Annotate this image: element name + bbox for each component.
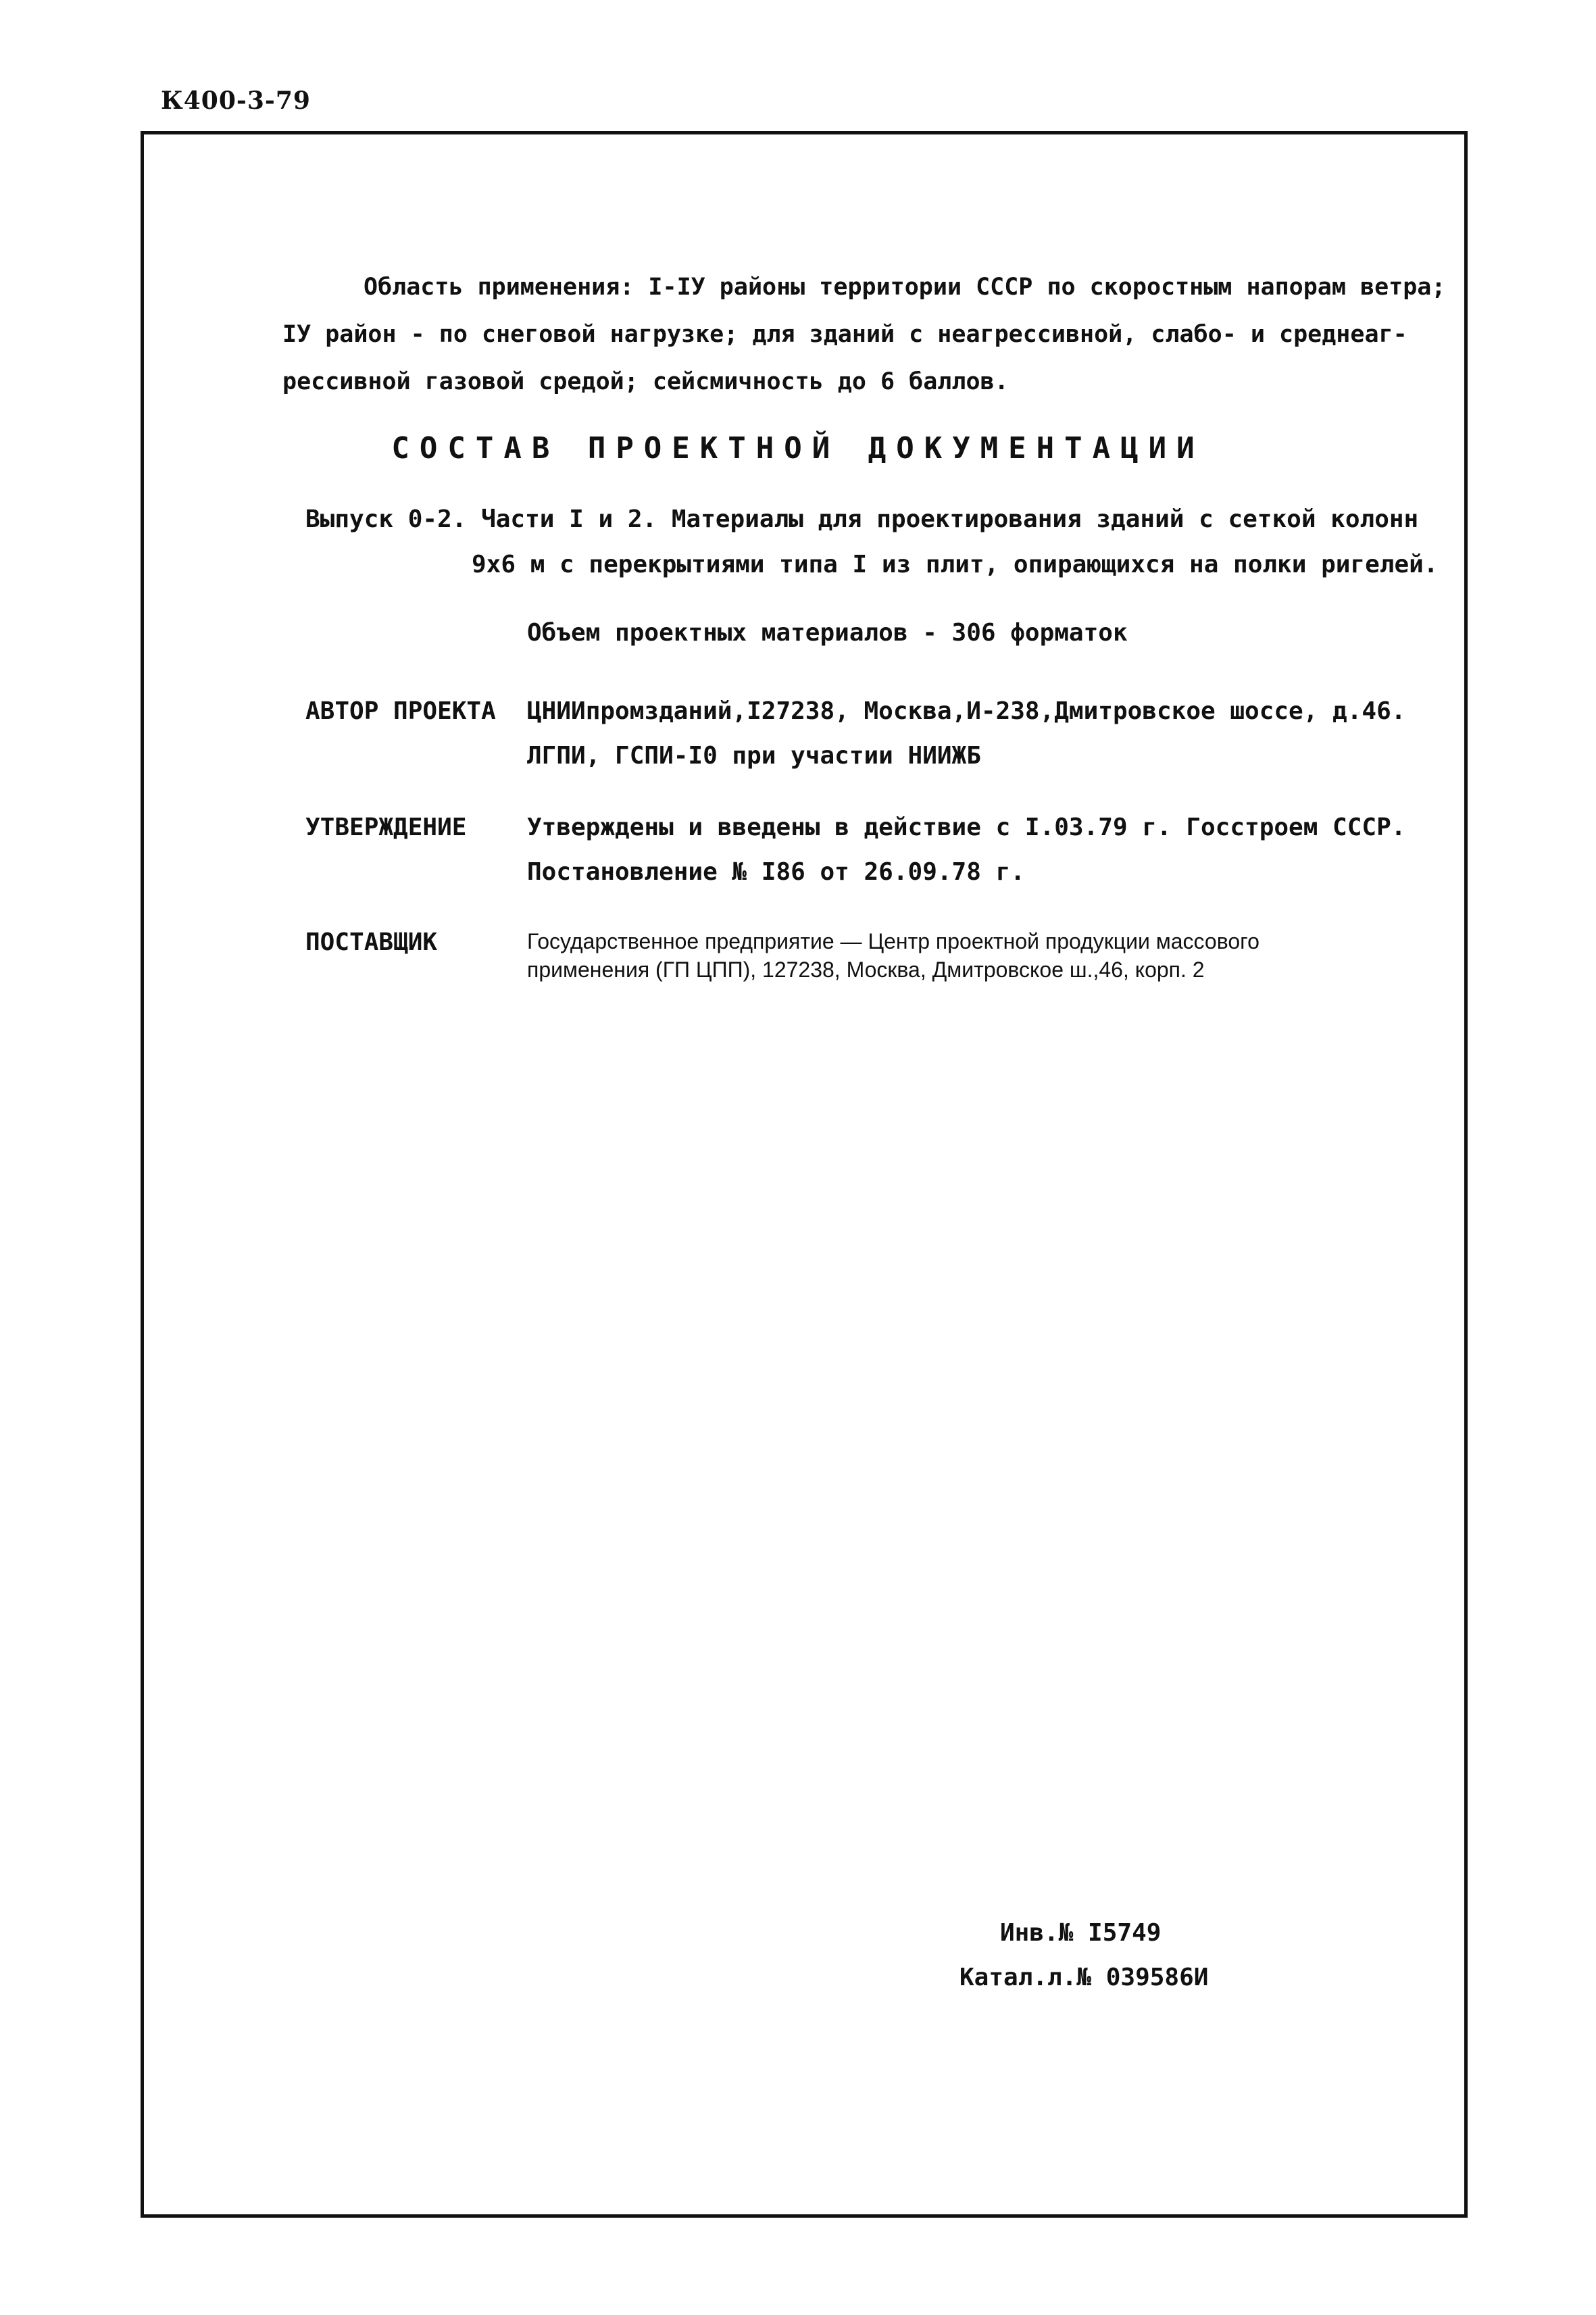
document-code: К400-3-79 xyxy=(161,86,311,115)
supplier-line-2: применения (ГП ЦПП), 127238, Москва, Дмитровское ш.,46, корп. 2 xyxy=(527,957,1205,982)
applicability-paragraph xyxy=(282,264,1446,405)
supplier-label: ПОСТАВЩИК xyxy=(305,928,438,956)
issue-line-1: Выпуск 0-2. Части I и 2. Материалы для проектирования зданий с сеткой колонн xyxy=(305,505,1419,533)
supplier-text xyxy=(527,927,1260,984)
applicability-line-1: Область применения: I-IУ районы территории СССР по скоростным напорам ветра; xyxy=(364,274,1446,301)
applicability-line-3: рессивной газовой средой; сейсмичность до 6 баллов. xyxy=(282,368,1009,395)
issue-line-2: 9х6 м с перекрытиями типа I из плит, опирающихся на полки ригелей. xyxy=(472,551,1439,578)
author-label: АВТОР ПРОЕКТА xyxy=(305,697,496,725)
author-line-2: ЛГПИ, ГСПИ-I0 при участии НИИЖБ xyxy=(527,742,981,770)
catalog-sheet-number: Катал.л.№ 039586И xyxy=(959,1964,1209,1991)
volume-line: Объем проектных материалов - 306 форматок xyxy=(527,619,1128,647)
supplier-line-1: Государственное предприятие — Центр проектной продукции массового xyxy=(527,929,1260,953)
approval-line-2: Постановление № I86 от 26.09.78 г. xyxy=(527,858,1025,886)
inventory-number: Инв.№ I5749 xyxy=(1000,1919,1162,1947)
section-title: СОСТАВ ПРОЕКТНОЙ ДОКУМЕНТАЦИИ xyxy=(391,431,1205,466)
author-line-1: ЦНИИпромзданий,I27238, Москва,И-238,Дмитровское шоссе, д.46. xyxy=(527,697,1406,725)
approval-line-1: Утверждены и введены в действие с I.03.79 г. Госстроем СССР. xyxy=(527,814,1406,841)
approval-label: УТВЕРЖДЕНИЕ xyxy=(305,814,467,841)
applicability-line-2: IУ район - по снеговой нагрузке; для зданий с неагрессивной, слабо- и среднеаг- xyxy=(282,321,1407,348)
